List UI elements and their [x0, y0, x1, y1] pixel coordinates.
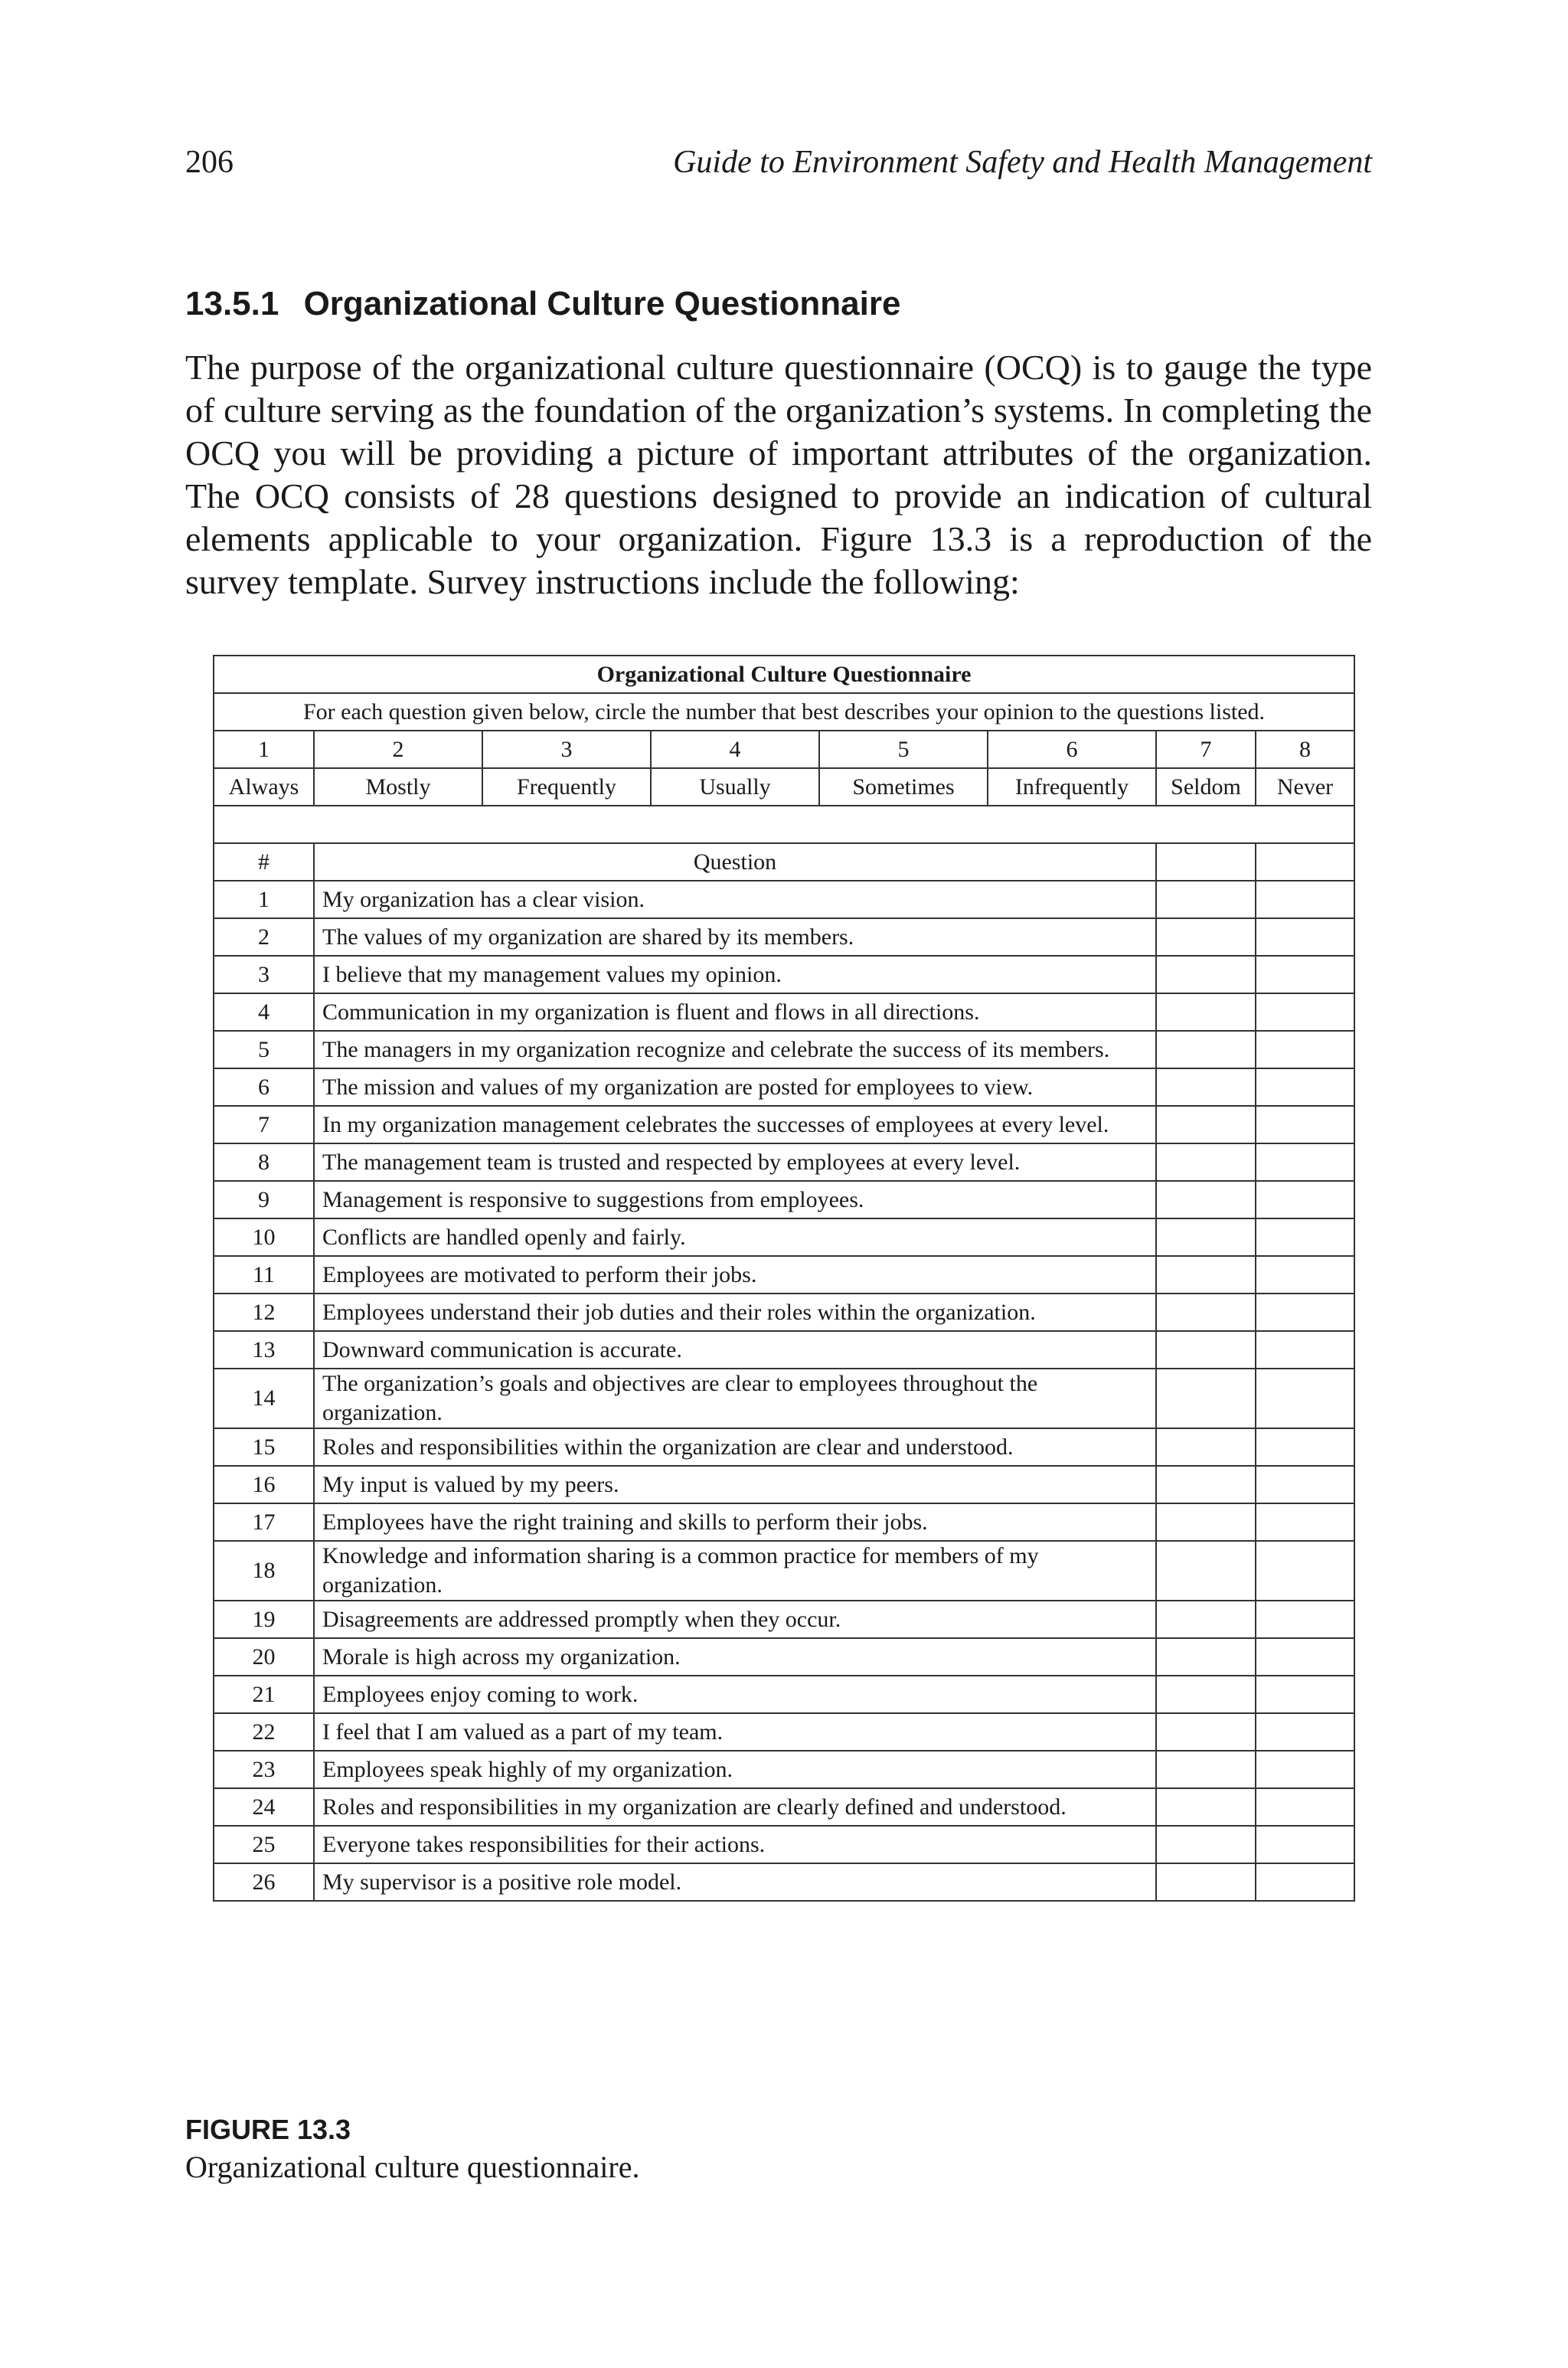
scale-label: Always	[214, 768, 314, 806]
answer-cell[interactable]	[1256, 1218, 1354, 1256]
question-text: Conflicts are handled openly and fairly.	[314, 1218, 1156, 1256]
question-text: Morale is high across my organization.	[314, 1638, 1156, 1676]
answer-cell[interactable]	[1156, 1826, 1256, 1863]
answer-cell[interactable]	[1156, 1503, 1256, 1541]
answer-cell[interactable]	[1156, 1751, 1256, 1788]
question-text: Everyone takes responsibilities for their actions.	[314, 1826, 1156, 1863]
question-number: 19	[214, 1601, 314, 1638]
question-text: Knowledge and information sharing is a common practice for members of my organization.	[314, 1541, 1156, 1601]
answer-cell[interactable]	[1156, 918, 1256, 956]
question-row	[214, 1031, 1354, 1068]
question-row	[214, 1638, 1354, 1676]
answer-cell[interactable]	[1256, 1068, 1354, 1106]
answer-cell[interactable]	[1256, 1541, 1354, 1601]
question-number: 2	[214, 918, 314, 956]
answer-cell[interactable]	[1156, 1638, 1256, 1676]
question-number: 11	[214, 1256, 314, 1294]
question-row	[214, 1181, 1354, 1218]
answer-cell[interactable]	[1256, 1713, 1354, 1751]
question-row	[214, 1218, 1354, 1256]
question-number: 25	[214, 1826, 314, 1863]
answer-cell[interactable]	[1156, 1181, 1256, 1218]
question-number: 10	[214, 1218, 314, 1256]
question-number: 15	[214, 1428, 314, 1466]
scale-number: 6	[988, 731, 1156, 768]
questionnaire-title-row	[214, 656, 1354, 693]
question-number: 6	[214, 1068, 314, 1106]
answer-cell[interactable]	[1256, 1863, 1354, 1901]
question-row	[214, 1788, 1354, 1826]
question-text: Employees understand their job duties and their roles within the organization.	[314, 1294, 1156, 1331]
question-number: 4	[214, 993, 314, 1031]
question-number: 8	[214, 1143, 314, 1181]
section-heading	[185, 285, 900, 323]
question-row	[214, 1331, 1354, 1369]
scale-label: Sometimes	[819, 768, 988, 806]
answer-cell[interactable]	[1256, 1369, 1354, 1428]
answer-cell[interactable]	[1256, 1106, 1354, 1143]
question-number: 1	[214, 881, 314, 918]
question-text: The managers in my organization recognize and celebrate the success of its members.	[314, 1031, 1156, 1068]
answer-cell[interactable]	[1156, 1863, 1256, 1901]
answer-cell[interactable]	[1256, 1826, 1354, 1863]
running-title: Guide to Environment Safety and Health Management	[673, 145, 1372, 180]
scale-label: Usually	[651, 768, 819, 806]
answer-cell[interactable]	[1256, 1143, 1354, 1181]
answer-cell[interactable]	[1156, 1031, 1256, 1068]
scale-label-row	[214, 768, 1354, 806]
answer-cell[interactable]	[1256, 1788, 1354, 1826]
question-text: Roles and responsibilities in my organization are clearly defined and understood.	[314, 1788, 1156, 1826]
spacer-row	[214, 806, 1354, 843]
answer-cell[interactable]	[1156, 1601, 1256, 1638]
question-row	[214, 956, 1354, 993]
answer-cell[interactable]	[1156, 1256, 1256, 1294]
figure-caption: Organizational culture questionnaire.	[185, 2150, 640, 2184]
answer-cell[interactable]	[1256, 918, 1354, 956]
scale-number-row	[214, 731, 1354, 768]
question-row	[214, 1068, 1354, 1106]
question-row	[214, 1428, 1354, 1466]
question-row	[214, 1601, 1354, 1638]
scale-number: 2	[314, 731, 482, 768]
questionnaire-table	[213, 655, 1355, 1902]
question-text: Roles and responsibilities within the organization are clear and understood.	[314, 1428, 1156, 1466]
answer-cell[interactable]	[1156, 1068, 1256, 1106]
question-row	[214, 1676, 1354, 1713]
question-number: 9	[214, 1181, 314, 1218]
question-number: 21	[214, 1676, 314, 1713]
question-number: 12	[214, 1294, 314, 1331]
question-row	[214, 1826, 1354, 1863]
answer-cell[interactable]	[1156, 1294, 1256, 1331]
page-number: 206	[185, 145, 234, 180]
question-number: 20	[214, 1638, 314, 1676]
scale-label: Mostly	[314, 768, 482, 806]
spacer-cell	[214, 806, 1354, 843]
question-row	[214, 1294, 1354, 1331]
question-text: Employees have the right training and skills to perform their jobs.	[314, 1503, 1156, 1541]
question-row	[214, 1541, 1354, 1601]
answer-cell[interactable]	[1256, 1503, 1354, 1541]
scale-label: Seldom	[1156, 768, 1256, 806]
question-number: 7	[214, 1106, 314, 1143]
answer-cell[interactable]	[1256, 993, 1354, 1031]
question-text: In my organization management celebrates the successes of employees at every level.	[314, 1106, 1156, 1143]
intro-paragraph: The purpose of the organizational culture questionnaire (OCQ) is to gauge the type of culture serving as the foundation of the organization’s systems. In completing the OCQ you will be providing a picture of important attributes of the organization. The OCQ consists of 28 questions designed to provide an indication of cultural elements applicable to your organization. Figure 13.3 is a reproduction of the survey template. Survey instructions include the following:	[185, 348, 1372, 601]
scale-label: Frequently	[482, 768, 651, 806]
question-text: Management is responsive to suggestions from employees.	[314, 1181, 1156, 1218]
answer-cell[interactable]	[1256, 1428, 1354, 1466]
scale-label: Infrequently	[988, 768, 1156, 806]
scale-number: 4	[651, 731, 819, 768]
scale-label: Never	[1256, 768, 1354, 806]
question-row	[214, 1503, 1354, 1541]
answer-cell[interactable]	[1156, 1466, 1256, 1503]
question-number: 24	[214, 1788, 314, 1826]
question-row	[214, 1466, 1354, 1503]
question-text: The organization’s goals and objectives are clear to employees throughout the organization.	[314, 1369, 1156, 1428]
question-number: 26	[214, 1863, 314, 1901]
section-title: Organizational Culture Questionnaire	[303, 285, 901, 322]
answer-cell[interactable]	[1156, 956, 1256, 993]
question-text: Communication in my organization is fluent and flows in all directions.	[314, 993, 1156, 1031]
answer-cell[interactable]	[1156, 993, 1256, 1031]
answer-cell[interactable]	[1156, 1331, 1256, 1369]
question-text: Employees speak highly of my organization.	[314, 1751, 1156, 1788]
question-number: 18	[214, 1541, 314, 1601]
scale-number: 1	[214, 731, 314, 768]
question-row	[214, 918, 1354, 956]
question-row	[214, 1713, 1354, 1751]
answer-cell[interactable]	[1256, 1031, 1354, 1068]
question-text: My input is valued by my peers.	[314, 1466, 1156, 1503]
questionnaire-instruction: For each question given below, circle the number that best describes your opinion to the questions listed.	[214, 693, 1354, 731]
question-text: I feel that I am valued as a part of my team.	[314, 1713, 1156, 1751]
question-row	[214, 1143, 1354, 1181]
answer-cell[interactable]	[1256, 881, 1354, 918]
question-row	[214, 1751, 1354, 1788]
scale-number: 3	[482, 731, 651, 768]
scale-number: 8	[1256, 731, 1354, 768]
question-text: The values of my organization are shared by its members.	[314, 918, 1156, 956]
question-text: Employees are motivated to perform their jobs.	[314, 1256, 1156, 1294]
question-text: I believe that my management values my opinion.	[314, 956, 1156, 993]
answer-cell[interactable]	[1156, 1541, 1256, 1601]
section-number: 13.5.1	[185, 285, 279, 322]
question-column-header: Question	[314, 843, 1156, 881]
answer-cell[interactable]	[1156, 1676, 1256, 1713]
question-number: 13	[214, 1331, 314, 1369]
answer-cell[interactable]	[1256, 1601, 1354, 1638]
scale-number: 5	[819, 731, 988, 768]
question-row	[214, 1106, 1354, 1143]
question-number: 16	[214, 1466, 314, 1503]
question-text: My supervisor is a positive role model.	[314, 1863, 1156, 1901]
question-text: Disagreements are addressed promptly when they occur.	[314, 1601, 1156, 1638]
questionnaire-title: Organizational Culture Questionnaire	[214, 656, 1354, 693]
question-row	[214, 1863, 1354, 1901]
question-number: 22	[214, 1713, 314, 1751]
answer-cell[interactable]	[1256, 1638, 1354, 1676]
answer-cell[interactable]	[1156, 1428, 1256, 1466]
answer-cell[interactable]	[1156, 1106, 1256, 1143]
answer-cell[interactable]	[1256, 1256, 1354, 1294]
answer-cell[interactable]	[1256, 1676, 1354, 1713]
answer-cell[interactable]	[1256, 1331, 1354, 1369]
question-text: The management team is trusted and respected by employees at every level.	[314, 1143, 1156, 1181]
number-column-header: #	[214, 843, 314, 881]
question-number: 3	[214, 956, 314, 993]
question-row	[214, 1369, 1354, 1428]
answer-cell[interactable]	[1256, 1751, 1354, 1788]
answer-cell[interactable]	[1256, 1294, 1354, 1331]
question-row	[214, 1256, 1354, 1294]
scale-number: 7	[1156, 731, 1256, 768]
question-row	[214, 881, 1354, 918]
question-text: Employees enjoy coming to work.	[314, 1676, 1156, 1713]
answer-cell[interactable]	[1256, 1466, 1354, 1503]
answer-cell[interactable]	[1156, 1713, 1256, 1751]
answer-cell[interactable]	[1156, 1143, 1256, 1181]
question-text: The mission and values of my organization are posted for employees to view.	[314, 1068, 1156, 1106]
question-number: 23	[214, 1751, 314, 1788]
question-header-row	[214, 843, 1354, 881]
question-number: 5	[214, 1031, 314, 1068]
answer-cell[interactable]	[1156, 1788, 1256, 1826]
answer-cell[interactable]	[1256, 1181, 1354, 1218]
answer-cell[interactable]	[1156, 1369, 1256, 1428]
question-number: 14	[214, 1369, 314, 1428]
question-text: My organization has a clear vision.	[314, 881, 1156, 918]
question-row	[214, 993, 1354, 1031]
answer-cell[interactable]	[1156, 1218, 1256, 1256]
question-number: 17	[214, 1503, 314, 1541]
question-text: Downward communication is accurate.	[314, 1331, 1156, 1369]
answer-cell[interactable]	[1156, 881, 1256, 918]
answer-cell[interactable]	[1256, 956, 1354, 993]
figure-label: FIGURE 13.3	[185, 2114, 351, 2145]
answer-cell[interactable]	[1156, 843, 1256, 881]
instruction-row	[214, 693, 1354, 731]
answer-cell[interactable]	[1256, 843, 1354, 881]
